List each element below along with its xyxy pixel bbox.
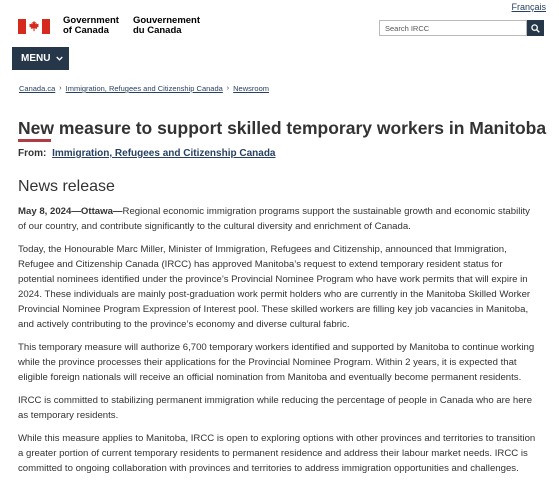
chevron-right-icon: › bbox=[226, 85, 230, 92]
gov-en-line-2: of Canada bbox=[63, 25, 109, 36]
search-bar bbox=[379, 20, 544, 36]
breadcrumb-canada[interactable]: Canada.ca bbox=[19, 84, 56, 93]
article-body bbox=[18, 204, 538, 484]
chevron-down-icon bbox=[56, 56, 63, 61]
breadcrumb-newsroom[interactable]: Newsroom bbox=[233, 84, 269, 93]
menu-button[interactable] bbox=[12, 47, 69, 70]
article-paragraph: While this measure applies to Manitoba, IRCC is open to exploring options with other provinces and territories to transition a greater portion of current temporary residents to permanent residence and address their labour market needs. IRCC is committed to ongoing collaboration with provinces and territories to address immigration opportunities and challenges. bbox=[18, 433, 536, 474]
from-line bbox=[18, 148, 276, 159]
news-release-heading: News release bbox=[18, 178, 115, 195]
dateline: May 8, 2024—Ottawa— bbox=[18, 206, 123, 217]
article-paragraph bbox=[18, 204, 538, 234]
breadcrumb bbox=[19, 84, 269, 93]
canada-flag-icon bbox=[18, 19, 50, 34]
search-button[interactable] bbox=[527, 20, 544, 36]
menu-label: MENU bbox=[21, 53, 51, 64]
language-toggle-link[interactable]: Français bbox=[511, 2, 546, 12]
paragraph-text: Regional economic immigration programs support the sustainable growth and economic stability of our country, and contribute significantly to the cultural diversity and enrichment of Canada. bbox=[18, 206, 530, 232]
government-name-french bbox=[133, 16, 200, 36]
gov-fr-line-2: du Canada bbox=[132, 25, 182, 36]
title-underline bbox=[18, 139, 51, 142]
breadcrumb-ircc[interactable]: Immigration, Refugees and Citizenship Canada bbox=[65, 84, 223, 93]
article-paragraph: IRCC is committed to stabilizing permanent immigration while reducing the percentage of people in Canada who are here as temporary residents. bbox=[18, 395, 533, 421]
from-department-link[interactable]: Immigration, Refugees and Citizenship Canada bbox=[52, 148, 276, 159]
gov-fr-line-1: Gouvernement bbox=[132, 15, 201, 26]
search-input[interactable]: Search IRCC bbox=[379, 20, 527, 36]
from-label: From: bbox=[18, 148, 47, 159]
maple-leaf-icon bbox=[28, 20, 40, 32]
page-title: New measure to support skilled temporary workers in Manitoba bbox=[18, 118, 547, 138]
government-of-canada-signature[interactable] bbox=[18, 16, 200, 36]
article-paragraph: Today, the Honourable Marc Miller, Minister of Immigration, Refugees and Citizenship, announced that Immigration, Refugee and Citizenship Canada (IRCC) has approved Manitoba’s request to extend temporary resident status for potential nominees identified under the province’s Provincial Nominee Program who have work permits that will expire in 2024. These individuals are mainly post-graduation work permit holders who are currently in the Manitoba Skilled Worker Provincial Nominee Program Expression of Interest pool. These skilled workers are filling key job vacancies in Manitoba, and actively contributing to the province’s economy and diverse cultural fabric. bbox=[18, 244, 531, 330]
chevron-right-icon: › bbox=[59, 85, 62, 92]
article-paragraph: This temporary measure will authorize 6,700 temporary workers identified and supported by Manitoba to continue working while the province processes their applications for the Provincial Nominee Program. Within 2 years, it is expected that eligible foreign nationals will receive an official nomination from Manitoba and eventually become permanent residents. bbox=[18, 342, 535, 383]
search-icon bbox=[531, 24, 540, 33]
gov-en-line-1: Government bbox=[63, 15, 119, 26]
government-name-english bbox=[63, 16, 119, 36]
